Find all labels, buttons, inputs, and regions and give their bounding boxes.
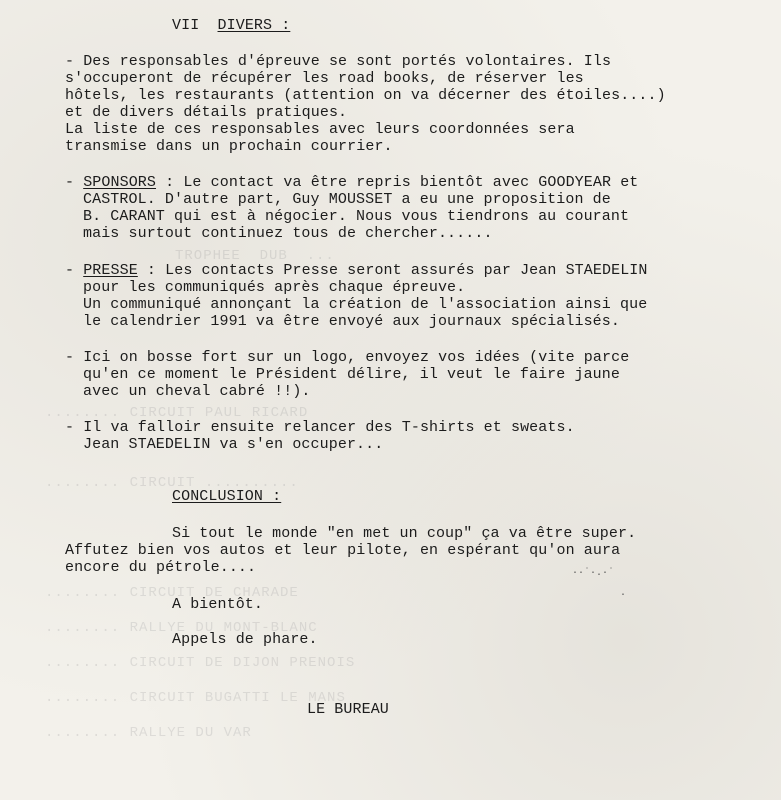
text-line: Si tout le monde "en met un coup" ça va être super. <box>172 525 637 542</box>
bleed-through-text: ........ CIRCUIT DE DIJON PRENOIS <box>45 655 356 671</box>
text-line: hôtels, les restaurants (attention on va décerner des étoiles....) <box>65 87 666 104</box>
ink-speck: · <box>620 590 627 601</box>
text-line: - Il va falloir ensuite relancer des T-shirts et sweats. <box>65 419 575 436</box>
sponsors-label: SPONSORS <box>83 174 157 191</box>
text-line: CASTROL. D'autre part, Guy MOUSSET a eu une proposition de <box>83 191 611 208</box>
signature: LE BUREAU <box>307 701 389 718</box>
text-line: le calendrier 1991 va être envoyé aux journaux spécialisés. <box>83 313 620 330</box>
bleed-through-text: ........ CIRCUIT BUGATTI LE MANS <box>45 690 346 706</box>
text-line: Jean STAEDELIN va s'en occuper... <box>83 436 384 453</box>
text-line: - PRESSE : Les contacts Presse seront assurés par Jean STAEDELIN <box>65 262 648 279</box>
greeting: A bientôt. <box>172 596 264 613</box>
section-number: VII <box>172 17 200 34</box>
text-line: B. CARANT qui est à négocier. Nous vous tiendrons au courant <box>83 208 630 225</box>
conclusion-title: CONCLUSION : <box>172 488 282 505</box>
text-line: s'occuperont de récupérer les road books, de réserver les <box>65 70 584 87</box>
signoff: Appels de phare. <box>172 631 318 648</box>
text-line: transmise dans un prochain courrier. <box>65 138 393 155</box>
sponsors-first-line: : Le contact va être repris bientôt avec GOODYEAR et <box>156 174 639 191</box>
bleed-through-text: ........ CIRCUIT PAUL RICARD <box>45 405 309 421</box>
section-heading <box>172 17 290 34</box>
presse-label: PRESSE <box>83 262 138 279</box>
bleed-through-text: ........ RALLYE DU VAR <box>45 725 252 741</box>
text-line: mais surtout continuez tous de chercher...... <box>83 225 493 242</box>
text-line: pour les communiqués après chaque épreuve. <box>83 279 466 296</box>
text-line: Un communiqué annonçant la création de l'association ainsi que <box>83 296 648 313</box>
ink-speck: ··˙·.·˙ <box>572 568 615 579</box>
presse-first-line: : Les contacts Presse seront assurés par Jean STAEDELIN <box>137 262 648 279</box>
text-line: La liste de ces responsables avec leurs coordonnées sera <box>65 121 575 138</box>
text-line: et de divers détails pratiques. <box>65 104 348 121</box>
text-line: - SPONSORS : Le contact va être repris bientôt avec GOODYEAR et <box>65 174 639 191</box>
bleed-through-text: ........ CIRCUIT .......... <box>45 475 299 491</box>
text-line: Affutez bien vos autos et leur pilote, en espérant qu'on aura <box>65 542 621 559</box>
text-line: encore du pétrole.... <box>65 559 257 576</box>
text-line: - Ici on bosse fort sur un logo, envoyez vos idées (vite parce <box>65 349 630 366</box>
text-line: - Des responsables d'épreuve se sont portés volontaires. Ils <box>65 53 612 70</box>
bleed-through-text: TROPHEE DUB ... <box>175 248 335 264</box>
bleed-through-text: ........ RALLYE DU MONT-BLANC <box>45 620 318 636</box>
text-line: qu'en ce moment le Président délire, il veut le faire jaune <box>83 366 620 383</box>
bleed-through-text: ........ CIRCUIT DE CHARADE <box>45 585 299 601</box>
section-title: DIVERS : <box>217 17 291 34</box>
text-line: avec un cheval cabré !!). <box>83 383 311 400</box>
